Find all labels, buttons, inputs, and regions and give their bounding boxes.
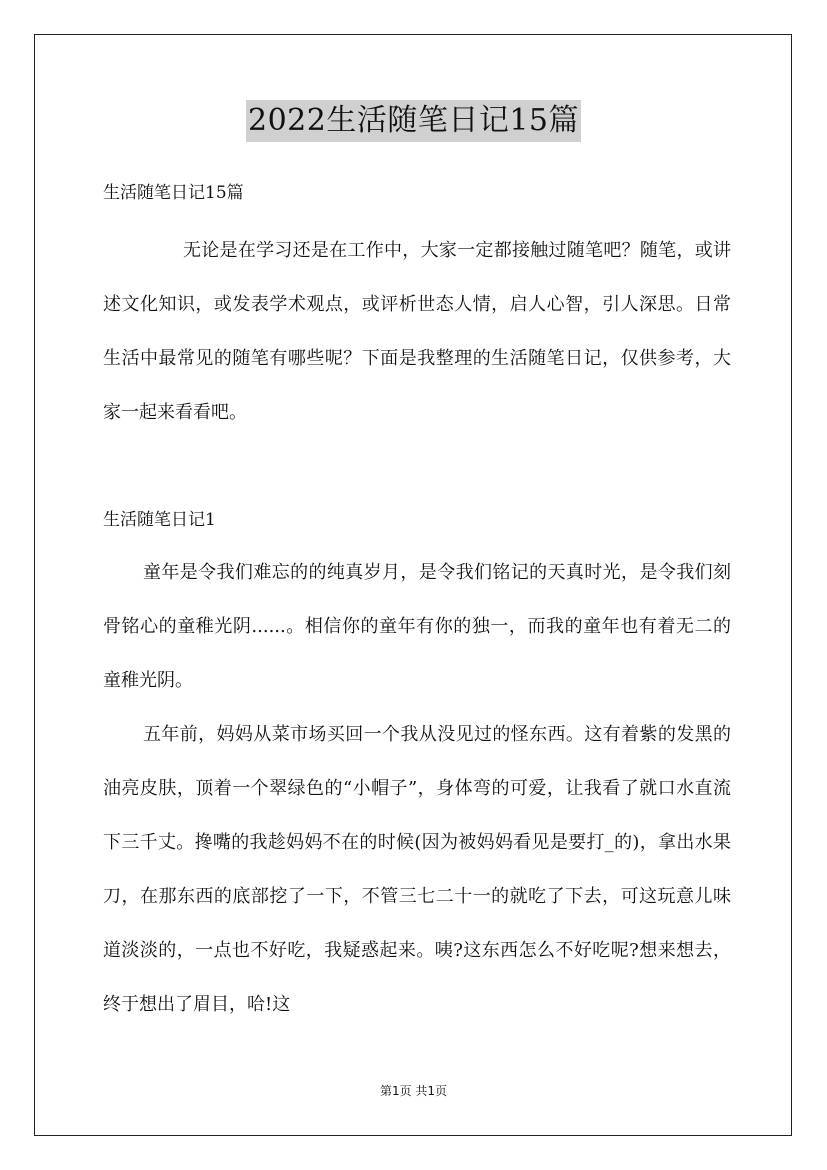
body-paragraph: 五年前，妈妈从菜市场买回一个我从没见过的怪东西。这有着紫的发黑的油亮皮肤，顶着一个翠绿色的“小帽子”，身体弯的可爱，让我看了就口水直流下三千丈。搀嘴的我趁妈妈不在的时候(因为被妈妈看见是要打_的)，拿出水果刀，在那东西的底部挖了一下，不管三七二十一的就吃了下去，可这玩意儿味道淡淡的，一点也不好吃，我疑惑起来。咦?这东西怎么不好吃呢?想来想去，终于想出了眉目，哈!这	[103, 724, 731, 1015]
page-footer: 第1页 共1页	[379, 1084, 448, 1098]
intro-paragraph: 无论是在学习还是在工作中，大家一定都接触过随笔吧？随笔，或讲述文化知识，或发表学术观点，或评析世态人情，启人心智，引人深思。日常生活中最常见的随笔有哪些呢？下面是我整理的生活随笔日记，仅供参考，大家一起来看看吧。	[103, 240, 731, 423]
title-container	[0, 100, 827, 142]
section-heading: 生活随笔日记1	[103, 510, 216, 530]
body-paragraph: 童年是令我们难忘的的纯真岁月，是令我们铭记的天真时光，是令我们刻骨铭心的童稚光阴......。相信你的童年有你的独一，而我的童年也有着无二的童稚光阴。	[103, 562, 731, 691]
document-title: 2022生活随笔日记15篇	[246, 100, 581, 142]
document-subtitle: 生活随笔日记15篇	[103, 183, 244, 203]
